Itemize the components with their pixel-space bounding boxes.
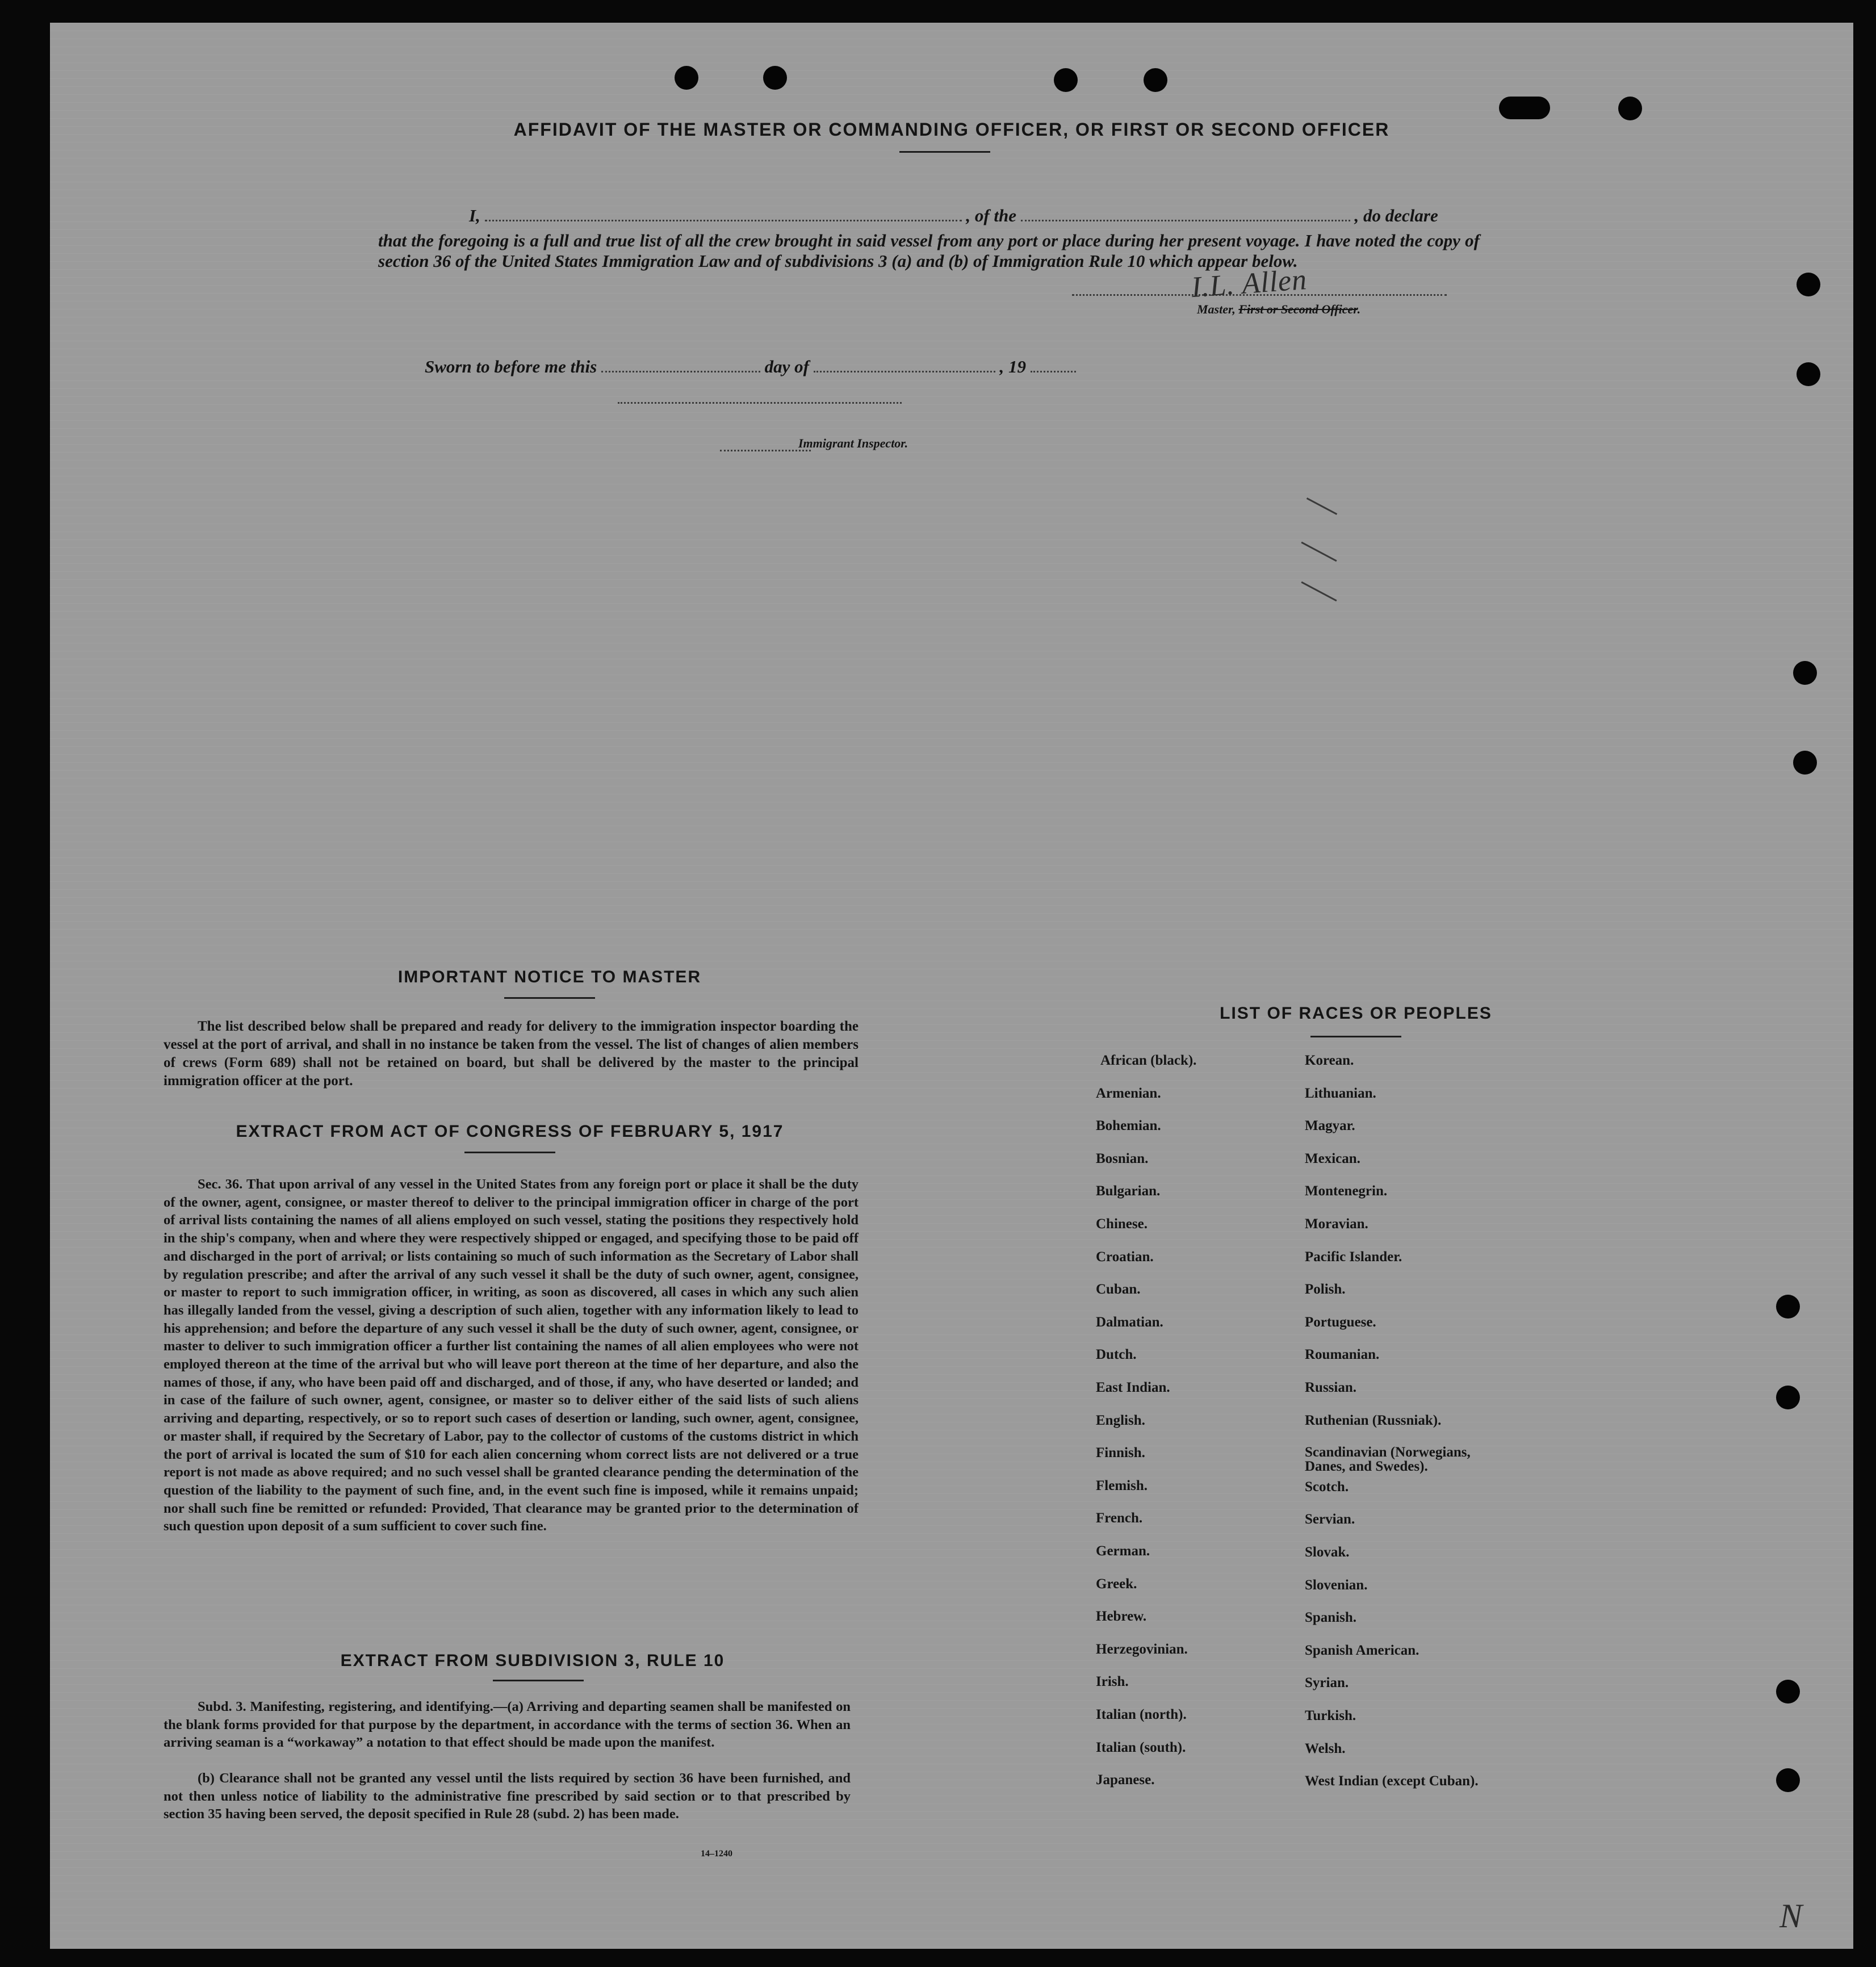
punch-hole	[1776, 1680, 1800, 1704]
race-item: Ruthenian (Russniak).	[1305, 1412, 1442, 1428]
race-item: Italian (north).	[1096, 1707, 1187, 1722]
race-item: Russian.	[1305, 1380, 1357, 1395]
race-item: German.	[1096, 1543, 1150, 1559]
race-item: Bohemian.	[1096, 1118, 1161, 1134]
race-item: Scandinavian (Norwegians, Danes, and Swedes).	[1305, 1445, 1471, 1475]
race-item: Spanish American.	[1305, 1642, 1419, 1658]
race-item: Irish.	[1096, 1674, 1129, 1690]
punch-hole	[1499, 97, 1550, 119]
act-text: Sec. 36. That upon arrival of any vessel in the United States from any foreign port or place it shall be the duty of the owner, agent, consignee, or master thereof to deliver to the principal immigration officer in charge of the port of arrival lists containing the names of all aliens employed on such vessel, stating the positions they respectively hold in the ship's company, when and where they were respectively shipped or engaged, and specifying those to be paid off and discharged in the port of arrival; or lists containing so much of such information as the Secretary of Labor shall by regulation prescribe; and after the arrival of any such vessel it shall be the duty of such owner, agent, consignee, or master to report to such immigration officer, in writing, as soon as discovered, all cases in which any such alien has illegally landed from the vessel, giving a description of such alien, together with any information likely to lead to his apprehension; and before the departure of any such vessel it shall be the duty of such owner, agent, consignee, or master to deliver to such immigration officer a further list containing the names of all alien employees who were not employed thereon at the time of the arrival but who will leave port thereon at the time of her departure, and also the names of those, if any, who have been paid off and discharged, and of those, if any, who have deserted or landed; and in case of the failure of such owner, agent, consignee, or master so to deliver either of the said lists of such aliens arriving and departing, respectively, or so to report such cases of desertion or landing, such owner, agent, consignee, or master shall, if required by the Secretary of Labor, pay to the collector of customs of the customs district in which the port of arrival is located the sum of $10 for each alien concerning whom correct lists are not delivered or a true report is not made as above required; and no such vessel shall be granted clearance pending the determination of the question of the liability to the payment of such fine, and, in the event such fine is imposed, while it remains unpaid; nor shall such fine be remitted or refunded: Provided, That clearance may be granted prior to the determination of such question upon deposit of a sum sufficient to cover such fine.	[164, 1177, 859, 1534]
race-item: Pacific Islander.	[1305, 1249, 1402, 1265]
race-item: Servian.	[1305, 1512, 1355, 1527]
punch-hole	[1054, 68, 1078, 92]
race-item: Moravian.	[1305, 1216, 1368, 1232]
name-field[interactable]	[485, 219, 962, 221]
race-item: Polish.	[1305, 1282, 1346, 1298]
race-item: Scotch.	[1305, 1479, 1349, 1495]
signature: I.L. Allen	[1190, 263, 1308, 304]
race-item: Roumanian.	[1305, 1347, 1380, 1363]
race-item: Portuguese.	[1305, 1314, 1376, 1330]
rule-para-a: Subd. 3. Manifesting, registering, and identifying.—(a) Arriving and departing seamen shall be manifested on the blank forms provided for that purpose by the department, in accordance with the terms of section 36. When an arriving seaman is a “workaway” a notation to that effect should be made upon the manifest.	[164, 1699, 851, 1750]
race-item: Armenian.	[1096, 1085, 1161, 1101]
race-item: Welsh.	[1305, 1740, 1346, 1756]
heading-underline	[493, 1680, 584, 1681]
signer-title	[1197, 302, 1360, 317]
race-item: Italian (south).	[1096, 1739, 1186, 1755]
race-item: East Indian.	[1096, 1380, 1170, 1395]
race-item: Montenegrin.	[1305, 1183, 1388, 1199]
race-item: Lithuanian.	[1305, 1085, 1376, 1101]
race-item: Herzegovinian.	[1096, 1641, 1188, 1657]
year-prefix: , 19	[999, 357, 1026, 376]
race-item: Korean.	[1305, 1053, 1354, 1068]
race-item: Magyar.	[1305, 1118, 1355, 1134]
race-item: Croatian.	[1096, 1249, 1154, 1265]
punch-hole	[1776, 1295, 1800, 1319]
punch-hole	[1793, 661, 1817, 685]
race-item: Syrian.	[1305, 1675, 1349, 1691]
of-the-label: , of the	[966, 206, 1017, 225]
race-item: African (black).	[1100, 1053, 1197, 1068]
race-item: Turkish.	[1305, 1708, 1356, 1723]
punch-hole	[1793, 751, 1817, 775]
pencil-mark	[1306, 497, 1337, 515]
heading-underline	[504, 997, 595, 999]
form-number: 14–1240	[701, 1849, 732, 1859]
race-item: Mexican.	[1305, 1150, 1360, 1166]
day-of-label: day of	[764, 357, 809, 376]
punch-hole	[675, 66, 698, 90]
sworn-day-field[interactable]	[601, 370, 760, 373]
race-item: West Indian (except Cuban).	[1305, 1773, 1479, 1789]
vessel-field[interactable]	[1021, 219, 1350, 221]
signer-title-master: Master,	[1197, 302, 1236, 316]
form-sheet	[50, 23, 1853, 1949]
declaration-line-1	[425, 206, 1481, 226]
corner-mark: N	[1779, 1897, 1803, 1935]
race-item: Dalmatian.	[1096, 1314, 1163, 1330]
sworn-month-field[interactable]	[814, 370, 995, 373]
punch-hole	[1618, 97, 1642, 120]
race-item: Chinese.	[1096, 1216, 1148, 1232]
affidavit-heading: AFFIDAVIT OF THE MASTER OR COMMANDING OFFICER, OR FIRST OR SECOND OFFICER	[513, 119, 1390, 140]
race-item: Finnish.	[1096, 1445, 1145, 1461]
do-declare-label: , do declare	[1354, 206, 1438, 225]
inspector-label-leader	[720, 450, 811, 451]
punch-hole	[1776, 1386, 1800, 1409]
inspector-label: Immigrant Inspector.	[798, 436, 908, 450]
signer-title-struck: First or Second Officer	[1238, 302, 1358, 316]
race-item: English.	[1096, 1412, 1145, 1428]
declaration-text: that the foregoing is a full and true list of all the crew brought in said vessel from any port or place during her present voyage. I have noted the copy of section 36 of the United States Immigration Law and of subdivisions 3 (a) and (b) of Immigration Rule 10 which appear below.	[378, 231, 1480, 271]
race-item: Slovenian.	[1305, 1577, 1368, 1593]
race-item: Dutch.	[1096, 1347, 1137, 1363]
heading-underline	[464, 1152, 555, 1153]
heading-underline	[1310, 1036, 1401, 1037]
punch-hole	[1144, 68, 1167, 92]
race-item: Spanish.	[1305, 1610, 1357, 1626]
race-item: Hebrew.	[1096, 1609, 1147, 1625]
heading-underline	[899, 151, 990, 153]
pencil-mark	[1301, 542, 1337, 562]
sworn-label: Sworn to before me this	[425, 357, 597, 376]
rule-para-b: (b) Clearance shall not be granted any vessel until the lists required by section 36 have been furnished, and not then unless notice of liability to the administrative fine prescribed by said section or to that prescribed by section 35 having been served, the deposit specified in Rule 28 (subd. 2) has been made.	[164, 1771, 851, 1822]
race-item: Slovak.	[1305, 1545, 1350, 1560]
punch-hole	[1797, 362, 1820, 386]
signer-title-suffix: .	[1357, 302, 1361, 316]
inspector-signature-line[interactable]	[618, 402, 902, 404]
notice-heading: IMPORTANT NOTICE TO MASTER	[397, 968, 702, 986]
i-label: I,	[469, 206, 480, 225]
race-item: Greek.	[1096, 1576, 1137, 1592]
sworn-line	[425, 357, 1076, 377]
race-item: Bulgarian.	[1096, 1183, 1161, 1199]
race-item: Flemish.	[1096, 1478, 1148, 1493]
notice-text: The list described below shall be prepared and ready for delivery to the immigration inspector boarding the vessel at the port of arrival, and shall in no instance be taken from the vessel. The list of changes of alien members of crews (Form 689) shall not be retained on board, but shall be delivered by the master to the principal immigration officer at the port.	[164, 1019, 859, 1089]
punch-hole	[1776, 1768, 1800, 1792]
race-item: Bosnian.	[1096, 1150, 1149, 1166]
punch-hole	[1797, 273, 1820, 296]
rule-heading: EXTRACT FROM SUBDIVISION 3, RULE 10	[340, 1651, 725, 1670]
sworn-year-field[interactable]	[1031, 370, 1076, 373]
act-heading: EXTRACT FROM ACT OF CONGRESS OF FEBRUARY 5, 1917	[236, 1122, 784, 1141]
race-item: Cuban.	[1096, 1282, 1141, 1298]
race-item: French.	[1096, 1510, 1143, 1526]
pencil-mark	[1301, 581, 1337, 602]
races-heading: LIST OF RACES OR PEOPLES	[1220, 1004, 1492, 1023]
punch-hole	[763, 66, 787, 90]
race-item: Japanese.	[1096, 1772, 1155, 1788]
